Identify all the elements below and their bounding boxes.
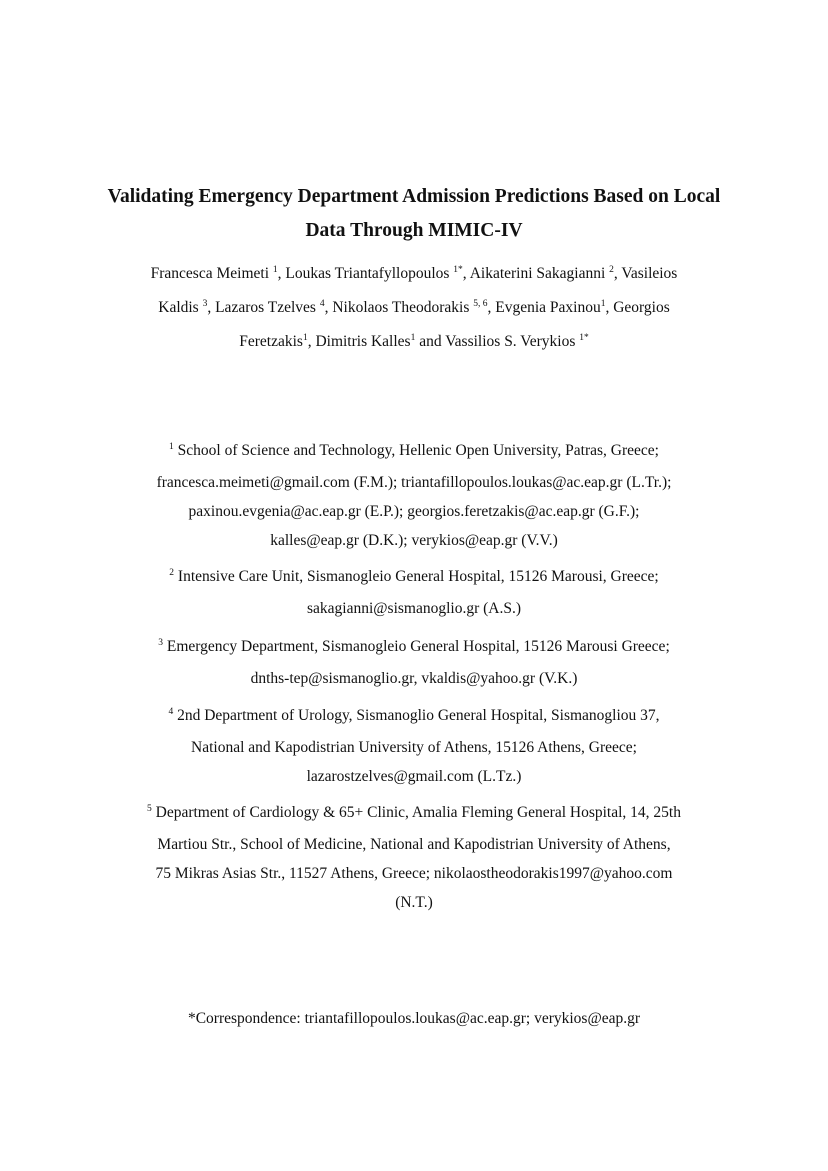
affiliation-text: School of Science and Technology, Hellenic Open University, Patras, Greece; [173,442,659,459]
affiliation-5 [60,798,768,917]
affiliation-line: (N.T.) [395,894,433,911]
affiliation-superscript: 1 [600,299,606,309]
affiliation-number: 2 [169,568,175,578]
affiliation-superscript: 5, 6 [473,299,488,309]
affiliation-text: Intensive Care Unit, Sismanogleio General Hospital, 15126 Marousi, Greece; [174,568,659,585]
author-name: , Evgenia Paxinou [487,299,601,316]
author-name: , Vasileios [613,265,678,282]
author-name: , Aikaterini Sakagianni [462,265,610,282]
affiliation-number: 1 [169,442,174,452]
author-line-1 [100,258,728,292]
author-list [100,258,728,360]
affiliation-line [60,436,768,468]
author-name: , Dimitris Kalles [307,333,411,350]
affiliation-line [60,632,768,664]
affiliation-superscript: 1* [453,265,463,275]
author-name: , Loukas Triantafyllopoulos [277,265,454,282]
paper-title [60,180,768,248]
affiliation-line [60,798,768,830]
affiliation-line: kalles@eap.gr (D.K.); verykios@eap.gr (V.V.) [270,532,558,549]
affiliation-3 [60,632,768,693]
title-line-1: Validating Emergency Department Admission Predictions Based on Local [107,186,721,207]
author-name: Feretzakis [239,333,303,350]
author-name: , Georgios [605,299,670,316]
affiliation-superscript: 4 [319,299,325,309]
author-line-3 [100,326,728,360]
author-line-2 [100,292,728,326]
author-name: , Lazaros Tzelves [207,299,320,316]
affiliation-superscript: 1 [272,265,278,275]
affiliation-line: National and Kapodistrian University of Athens, 15126 Athens, Greece; [191,739,637,756]
affiliation-line: dnths-tep@sismanoglio.gr, vkaldis@yahoo.gr (V.K.) [250,670,578,687]
affiliation-superscript: 1* [579,333,589,343]
affiliation-number: 5 [147,804,152,814]
affiliation-line: lazarostzelves@gmail.com (L.Tz.) [306,768,522,785]
author-name: and Vassilios S. Verykios [415,333,580,350]
affiliation-2 [60,562,768,623]
affiliation-line: paxinou.evgenia@ac.eap.gr (E.P.); georgios.feretzakis@ac.eap.gr (G.F.); [188,503,640,520]
affiliation-4 [60,701,768,791]
affiliation-1 [60,436,768,555]
affiliation-line [60,701,768,733]
affiliation-superscript: 3 [202,299,208,309]
affiliation-superscript: 1 [302,333,308,343]
affiliation-text: Department of Cardiology & 65+ Clinic, Amalia Fleming General Hospital, 14, 25th [151,804,681,821]
author-name: Francesca Meimeti [150,265,273,282]
author-name: Kaldis [158,299,203,316]
author-name: , Nikolaos Theodorakis [324,299,474,316]
affiliation-line: 75 Mikras Asias Str., 11527 Athens, Greece; nikolaostheodorakis1997@yahoo.com [155,865,673,882]
affiliation-line: Martiou Str., School of Medicine, National and Kapodistrian University of Athens, [157,836,671,853]
title-line-2: Data Through MIMIC-IV [305,220,523,241]
affiliation-line: francesca.meimeti@gmail.com (F.M.); triantafillopoulos.loukas@ac.eap.gr (L.Tr.); [156,474,672,491]
affiliation-superscript: 1 [410,333,416,343]
affiliation-text: 2nd Department of Urology, Sismanoglio General Hospital, Sismanogliou 37, [173,707,660,724]
affiliation-line: sakagianni@sismanoglio.gr (A.S.) [306,600,522,617]
correspondence-line: *Correspondence: triantafillopoulos.loukas@ac.eap.gr; verykios@eap.gr [187,1010,641,1027]
affiliation-number: 3 [158,638,163,648]
affiliation-line [60,562,768,594]
affiliation-number: 4 [168,707,174,717]
affiliation-text: Emergency Department, Sismanogleio General Hospital, 15126 Marousi Greece; [162,638,670,655]
affiliation-superscript: 2 [609,265,614,275]
